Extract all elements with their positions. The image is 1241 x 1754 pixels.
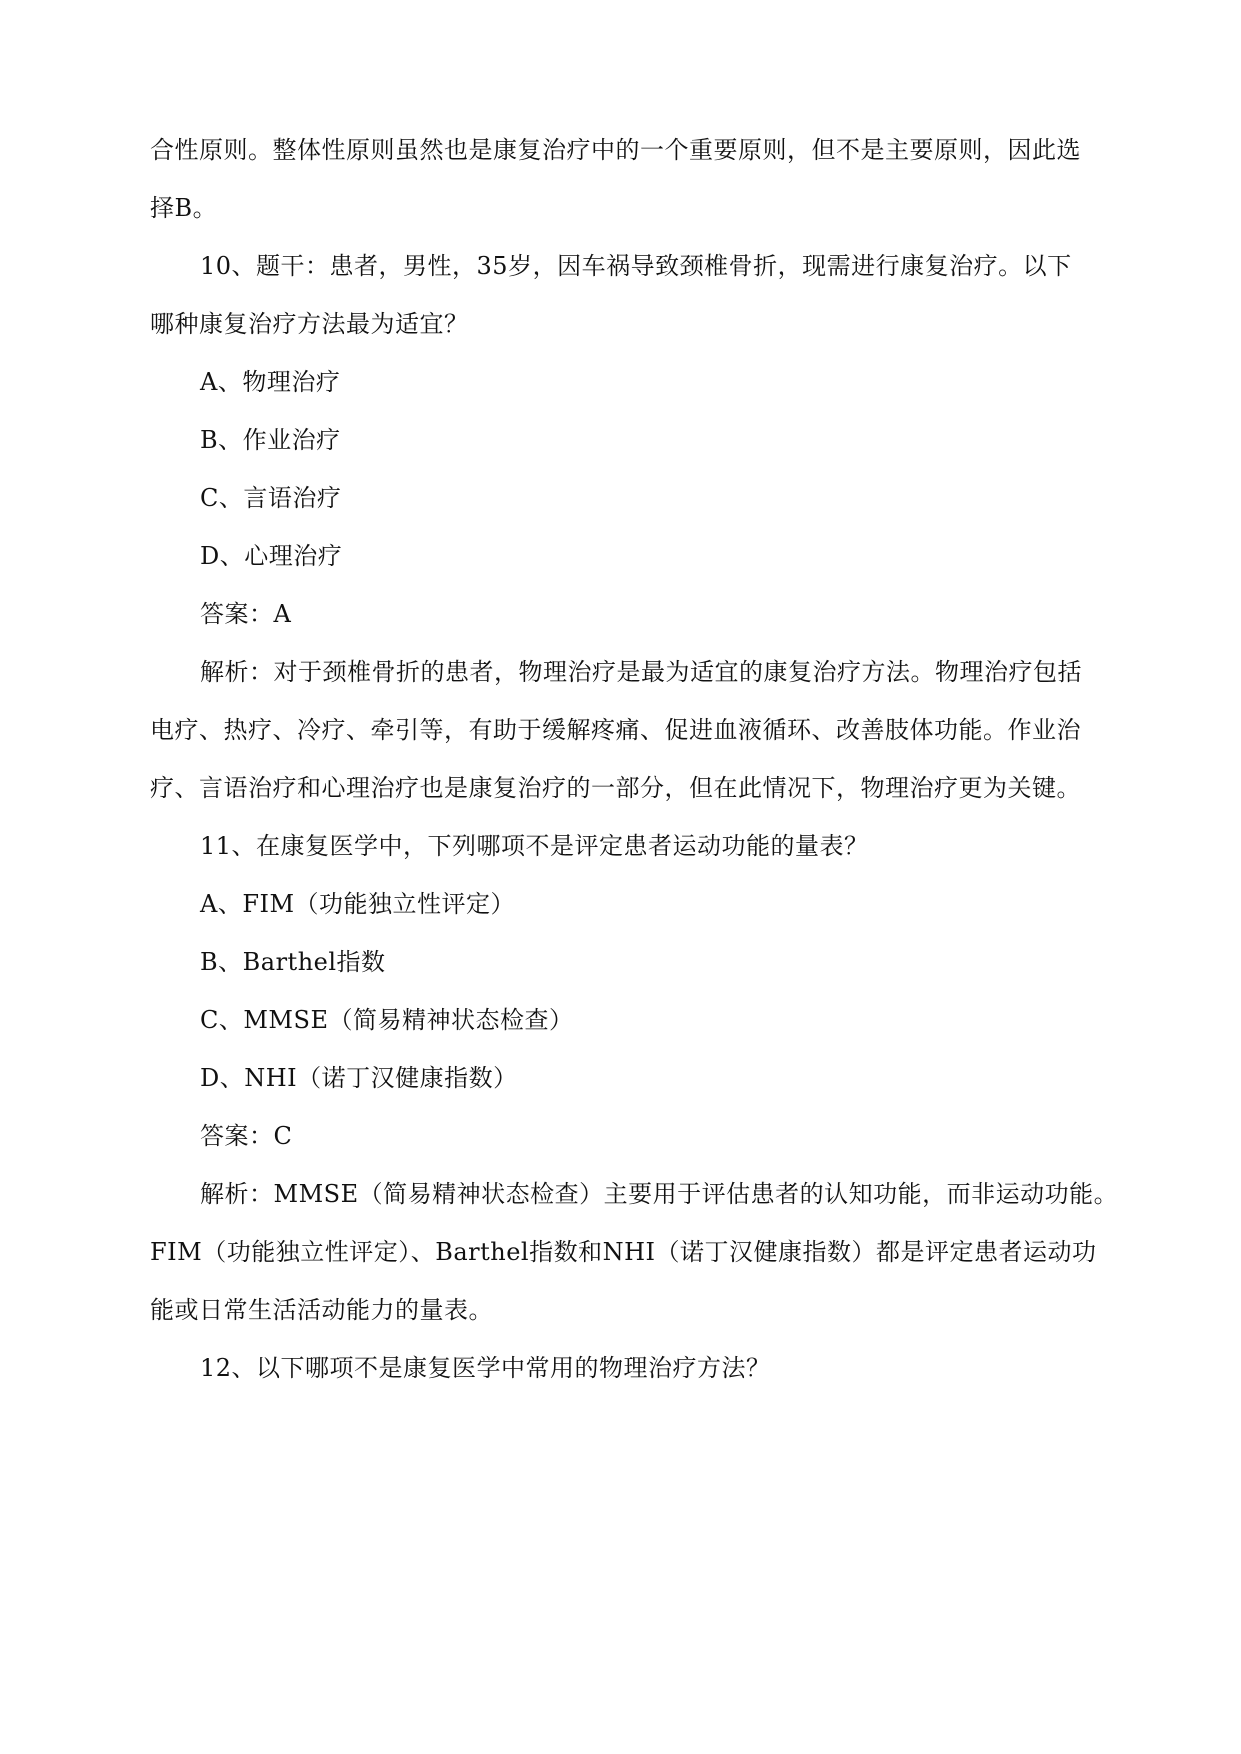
option-b: B、Barthel指数	[200, 948, 386, 976]
explanation: 电疗、热疗、冷疗、牵引等，有助于缓解疼痛、促进血液循环、改善肢体功能。作业治	[150, 716, 1081, 744]
answer: 答案：C	[200, 1122, 293, 1150]
option-c: C、MMSE（简易精神状态检查）	[200, 1006, 574, 1034]
option-c: C、言语治疗	[200, 484, 342, 512]
text-line: 合性原则。整体性原则虽然也是康复治疗中的一个重要原则，但不是主要原则，因此选	[150, 136, 1081, 164]
text-line: 择B。	[150, 194, 218, 222]
explanation: 能或日常生活活动能力的量表。	[150, 1296, 493, 1324]
explanation: 解析：对于颈椎骨折的患者，物理治疗是最为适宜的康复治疗方法。物理治疗包括	[200, 658, 1082, 686]
question-stem: 12、以下哪项不是康复医学中常用的物理治疗方法？	[200, 1354, 771, 1382]
question-stem: 哪种康复治疗方法最为适宜？	[150, 310, 469, 338]
option-a: A、物理治疗	[200, 368, 341, 396]
option-d: D、心理治疗	[200, 542, 343, 570]
explanation: 疗、言语治疗和心理治疗也是康复治疗的一部分，但在此情况下，物理治疗更为关键。	[150, 774, 1081, 802]
explanation: FIM（功能独立性评定）、Barthel指数和NHI（诺丁汉健康指数）都是评定患者运动功	[150, 1238, 1097, 1266]
question-stem: 10、题干：患者，男性，35岁，因车祸导致颈椎骨折，现需进行康复治疗。以下	[200, 252, 1072, 280]
option-a: A、FIM（功能独立性评定）	[200, 890, 516, 918]
option-b: B、作业治疗	[200, 426, 341, 454]
explanation: 解析：MMSE（简易精神状态检查）主要用于评估患者的认知功能，而非运动功能。	[200, 1180, 1119, 1208]
question-stem: 11、在康复医学中，下列哪项不是评定患者运动功能的量表？	[200, 832, 869, 860]
answer: 答案：A	[200, 600, 292, 628]
option-d: D、NHI（诺丁汉健康指数）	[200, 1064, 518, 1092]
